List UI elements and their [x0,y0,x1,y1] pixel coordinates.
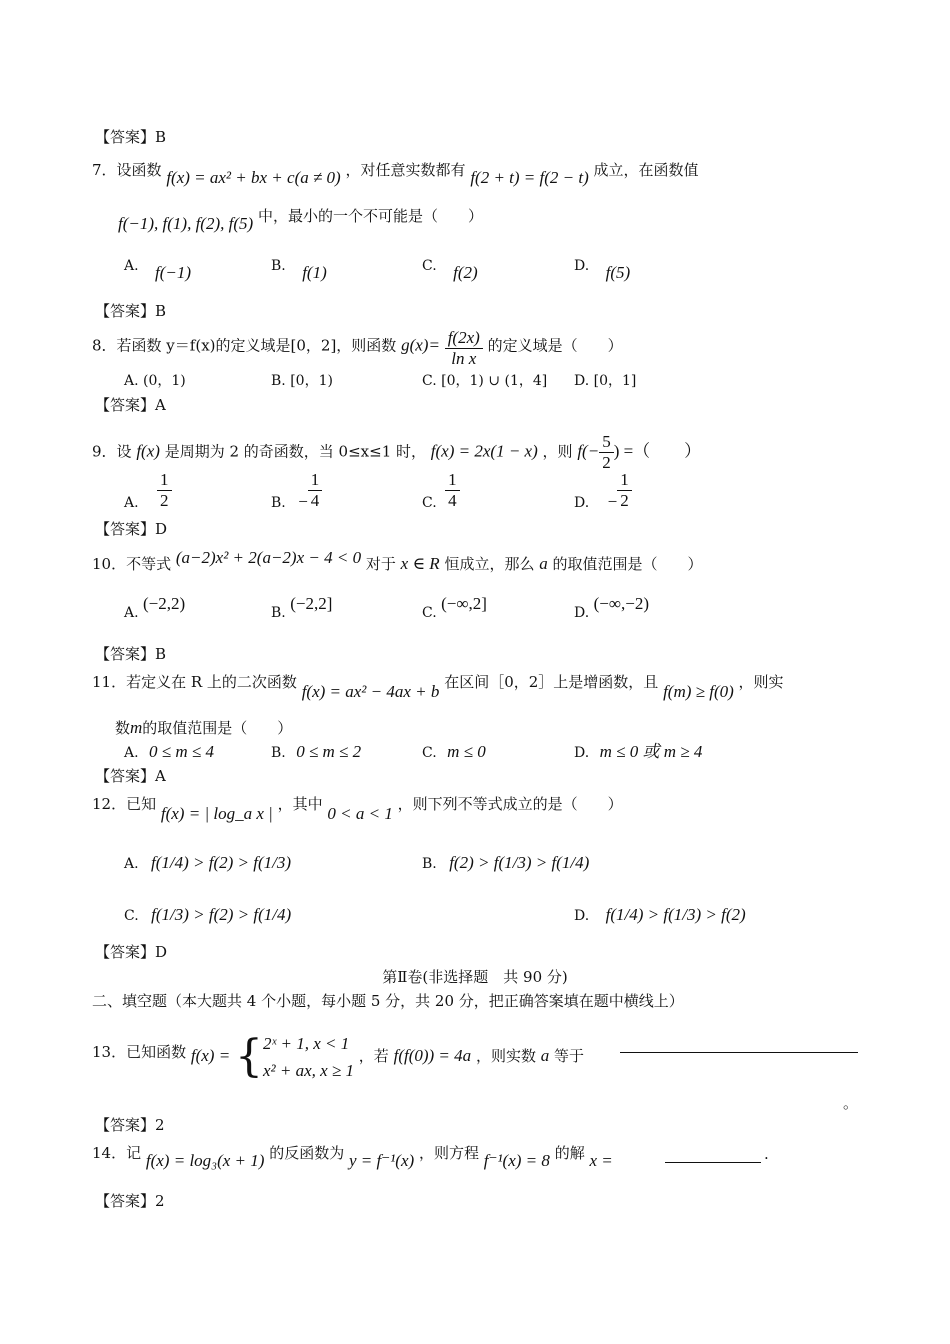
q10-ineq: (a−2)x² + 2(a−2)x − 4 < 0 [175,548,362,567]
q9-ask-post: ) =（ ） [613,441,702,461]
question-12 [92,794,623,823]
q7-option-c-expr: f(2) [453,263,478,282]
q9-ask-pre: f(− [577,441,600,461]
q7-values: f(−1), f(1), f(2), f(5) [118,214,254,233]
answer-13: 【答案】2 [95,1116,165,1134]
question-11-line2 [115,718,292,738]
q9-option-a-fraction [157,470,172,512]
q9-option-d-sign: − [607,491,618,511]
q7-option-c [422,255,478,282]
q8-option-a-expr: (0，1) [143,373,186,389]
q14-mid3: 的解 [554,1144,585,1162]
q12-option-a [124,853,291,873]
section-heading: 二、填空题（本大题共 4 个小题，每小题 5 分，共 20 分，把正确答案填在题中横线上） [92,992,684,1010]
section-title: 第Ⅱ卷(非选择题 共 90 分) [382,968,568,986]
q13-case2: x² + ax, x ≥ 1 [262,1061,355,1081]
answer-6: 【答案】B [95,128,167,146]
q9-option-c [422,470,460,512]
q9-option-d-den: 2 [617,490,632,511]
q10-option-a-expr: (−2,2) [143,594,186,613]
answer-9: 【答案】D [95,520,168,538]
q8-option-c-expr: [0，1) ∪ (1，4] [441,373,548,389]
question-11 [92,672,784,701]
q10-lead: 10．不等式 [92,555,172,573]
q14-lead: 14．记 [92,1144,142,1162]
answer-8: 【答案】A [95,396,166,414]
q11-lead: 11．若定义在 R 上的二次函数 [92,673,297,691]
q10-option-c-expr: (−∞,2] [441,594,487,613]
q12-mid: ，其中 [277,795,323,813]
q9-option-b-sign: − [298,491,308,511]
q8-option-b-expr: [0，1) [290,373,333,389]
q14-end: . [764,1145,769,1163]
q10-tail: 的取值范围是（ ） [552,555,703,573]
q11-line2-post: 的取值范围是（ ） [142,719,293,737]
q9-option-b-label: B. [271,494,286,511]
answer-7: 【答案】B [95,302,167,320]
q8-option-b [271,373,333,390]
q14-answer-blank[interactable] [665,1145,761,1159]
q7-option-a-expr: f(−1) [155,263,192,282]
q12-option-d-label: D. [574,908,590,924]
q12-option-b-label: B. [422,856,437,872]
q7-lead: 7．设函数 [92,161,162,179]
q13-answer-blank[interactable] [620,1035,858,1049]
q14-mid2: ，则方程 [418,1144,479,1162]
q9-option-b-fraction [308,470,323,512]
q7-func: f(x) = ax² + bx + c(a ≠ 0) [166,168,341,187]
q8-fraction-den: ln x [445,348,483,369]
q11-option-c-label: C. [422,745,437,761]
q7-option-a-label: A. [124,258,139,274]
q12-tail: ，则下列不等式成立的是（ ） [397,795,623,813]
q9-option-d [574,470,632,512]
q10-option-c-label: C. [422,605,437,621]
q9-option-a [124,470,172,512]
q12-option-d [574,905,746,925]
q7-option-a [124,255,192,282]
question-10 [92,548,703,574]
q8-option-a [124,373,186,390]
q12-lead: 12．已知 [92,795,157,813]
q13-case1: 2ˣ + 1, x < 1 [262,1034,350,1053]
q9-option-c-den: 4 [445,490,460,511]
q7-tail: 成立，在函数值 [593,161,699,179]
q7-tail2: 中，最小的一个不可能是（ ） [257,207,483,225]
q7-option-d [574,255,631,282]
q11-option-a-label: A. [124,745,139,761]
q10-option-b-expr: (−2,2] [290,594,333,613]
q8-option-d-label: D. [574,373,590,389]
q8-option-c [422,373,547,390]
q7-option-d-expr: f(5) [605,263,631,282]
q12-option-a-label: A. [124,856,139,872]
q9-fx: f(x) [136,441,160,461]
q12-cond: 0 < a < 1 [327,804,393,823]
q9-option-c-fraction [445,470,460,512]
q9-option-a-label: A. [124,494,139,511]
q11-option-d-label: D. [574,745,590,761]
q10-option-b [271,594,333,621]
q11-line2-pre: 数 [115,719,131,737]
answer-12: 【答案】D [95,943,168,961]
q11-option-b [271,742,361,762]
q9-option-d-label: D. [574,494,590,511]
q7-cond: f(2 + t) = f(2 − t) [470,168,589,187]
q11-option-c [422,742,486,762]
q11-option-d-expr: m ≤ 0 或 m ≥ 4 [599,742,703,761]
q13-var: a [540,1046,550,1066]
q11-tail: ，则实 [738,673,784,691]
q8-option-c-label: C. [422,373,437,389]
q12-func: f(x) = | log_a x | [160,804,273,823]
q11-option-b-label: B. [271,745,286,761]
q9-ask-den: 2 [599,452,614,473]
q9-option-a-num: 1 [160,470,169,489]
q8-fraction [445,328,483,370]
q11-mid: 在区间［0，2］上是增函数，且 [444,673,659,691]
q10-var: a [539,554,548,573]
q11-option-d [574,742,702,762]
q7-option-d-label: D. [574,258,590,274]
q7-option-c-label: C. [422,258,437,274]
q9-def: f(x) = 2x(1 − x) [430,441,538,461]
q10-option-a [124,594,186,621]
q12-option-c-expr: f(1/3) > f(2) > f(1/4) [151,905,292,924]
q10-option-c [422,594,487,621]
q9-option-a-den: 2 [157,490,172,511]
answer-10: 【答案】B [95,645,167,663]
q8-fraction-num: f(2x) [447,328,480,347]
question-8 [92,328,623,370]
q13-cond: f(f(0)) = 4a [393,1046,472,1066]
q13-tail: 等于 [554,1047,585,1066]
q9-option-d-fraction [617,470,632,512]
q11-option-a [124,742,214,762]
q12-option-c-label: C. [124,908,139,924]
question-7-line2 [118,206,483,233]
q14-var: x = [589,1151,613,1170]
q7-mid: ，对任意实数都有 [345,161,466,179]
q8-option-d-expr: [0，1] [593,373,637,389]
q10-dom: x ∈ R [400,554,440,573]
question-14 [92,1143,613,1170]
q11-cond: f(m) ≥ f(0) [663,682,734,701]
q8-tail: 的定义域是（ ） [487,336,623,355]
q12-option-a-expr: f(1/4) > f(2) > f(1/3) [151,853,292,872]
q13-end: 。 [843,1094,859,1112]
q11-option-c-expr: m ≤ 0 [447,742,486,761]
q11-func: f(x) = ax² − 4ax + b [301,682,440,701]
q10-mid: 对于 [365,555,396,573]
question-13 [92,1030,584,1084]
q12-option-c [124,905,291,925]
q13-cases [263,1030,354,1084]
q8-option-b-label: B. [271,373,286,389]
q14-mid: 的反函数为 [269,1144,345,1162]
q10-option-d [574,594,650,621]
q7-option-b-expr: f(1) [302,263,327,282]
q9-mid: 是周期为 2 的奇函数，当 0≤x≤1 时， [164,442,427,461]
q12-option-b [422,853,589,873]
q14-func: f(x) = log₃(x + 1) [145,1151,265,1170]
q8-lead: 8．若函数 y＝f(x)的定义域是[0，2]，则函数 [92,336,397,355]
answer-14: 【答案】2 [95,1192,165,1210]
q10-mid2: 恒成立，那么 [444,555,535,573]
q13-brace: { [234,1031,263,1083]
q9-option-c-num: 1 [448,470,457,489]
question-7 [92,160,699,187]
q10-option-d-label: D. [574,605,590,621]
q13-fx: f(x) = [190,1046,231,1066]
q9-option-d-num: 1 [620,470,629,489]
q7-option-b-label: B. [271,258,286,274]
q9-option-c-label: C. [422,494,437,511]
q10-option-a-label: A. [124,605,139,621]
q8-func: g(x)= [401,335,440,355]
q9-option-b-num: 1 [310,470,320,489]
q13-mid2: ，则实数 [475,1047,536,1066]
q10-option-d-expr: (−∞,−2) [593,594,650,613]
q11-var: m [130,718,143,737]
q11-option-a-expr: 0 ≤ m ≤ 4 [149,742,214,761]
q12-option-d-expr: f(1/4) > f(1/3) > f(2) [605,905,746,924]
q12-option-b-expr: f(2) > f(1/3) > f(1/4) [449,853,590,872]
q9-option-b-den: 4 [308,490,323,511]
q8-option-a-label: A. [124,373,139,389]
q9-ask-num: 5 [602,432,611,451]
q7-option-b [271,255,327,282]
answer-11: 【答案】A [95,767,166,785]
q9-lead: 9．设 [92,442,132,461]
q11-option-b-expr: 0 ≤ m ≤ 2 [296,742,362,761]
question-9 [92,432,701,474]
q14-eq: f⁻¹(x) = 8 [483,1151,550,1170]
q9-option-b [271,470,322,512]
q13-mid: ，若 [358,1047,389,1066]
q9-ask-fraction [599,432,614,474]
q10-option-b-label: B. [271,605,286,621]
q14-inv: y = f⁻¹(x) [349,1151,415,1170]
q9-mid2: ，则 [542,442,573,461]
q13-lead: 13．已知函数 [92,1043,187,1062]
q8-option-d [574,373,636,390]
